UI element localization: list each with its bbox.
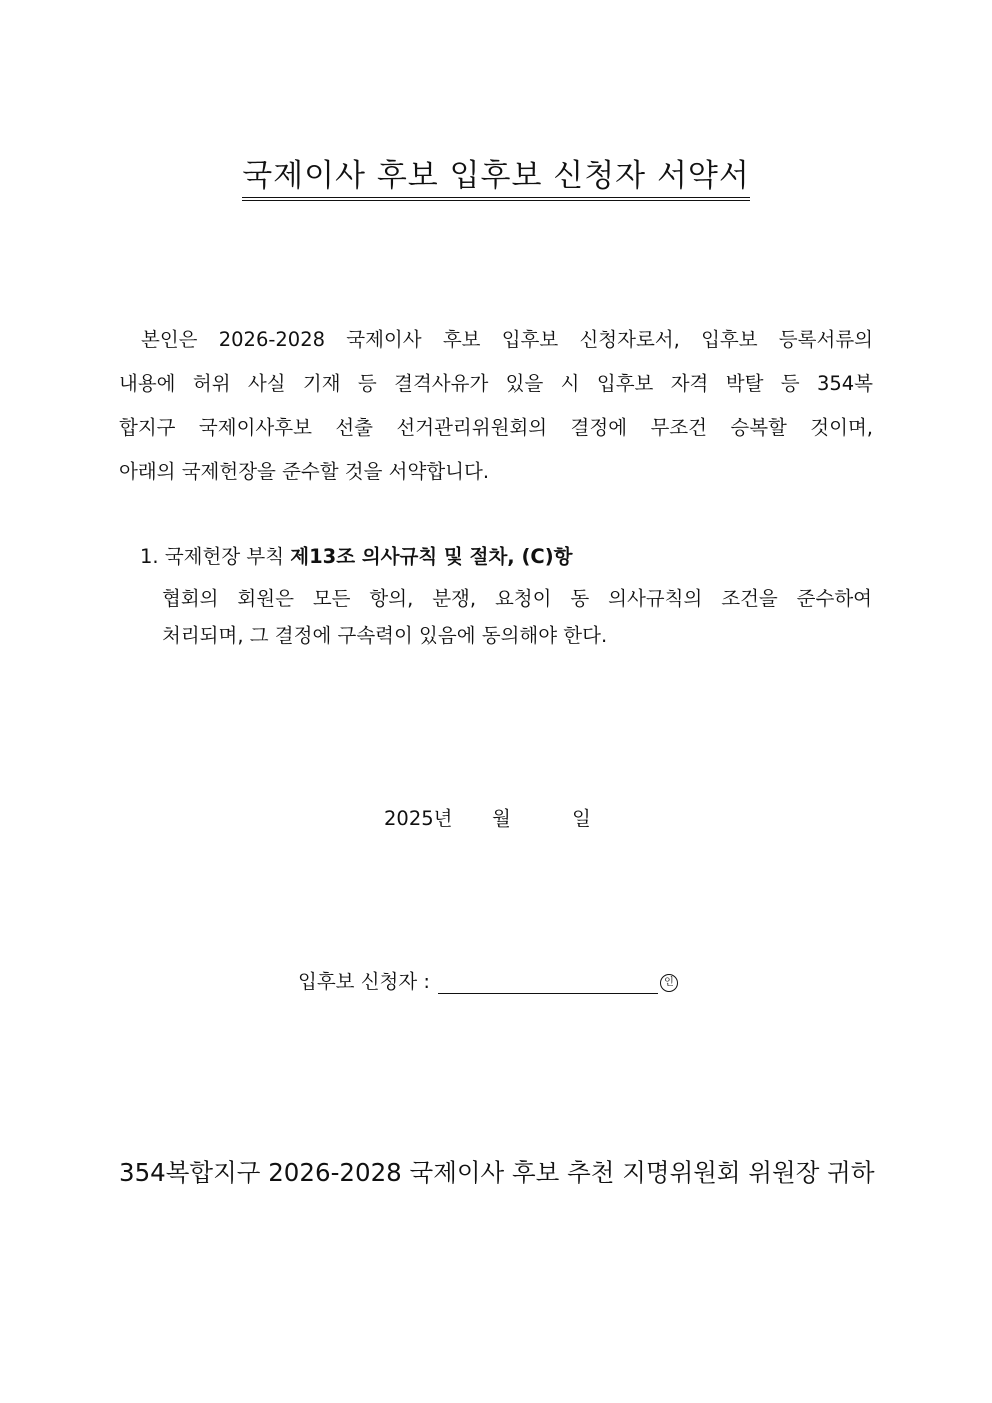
date-line <box>384 803 591 831</box>
signature-line <box>298 966 678 994</box>
date-day: 일 <box>572 807 591 830</box>
pledge-paragraph <box>119 318 873 494</box>
date-year: 2025년 <box>384 807 453 830</box>
article-heading <box>140 540 880 574</box>
addressee: 354복합지구 2026-2028 국제이사 후보 추천 지명위원회 위원장 귀하 <box>119 1158 875 1187</box>
article-heading-prefix: 국제헌장 부칙 <box>164 545 285 568</box>
seal-icon: 인 <box>660 974 678 992</box>
date-month: 월 <box>492 807 511 830</box>
article-number: 1. <box>140 545 159 568</box>
article-heading-bold: 제13조 의사규칙 및 절차, (C)항 <box>290 545 573 568</box>
pledge-line: 아래의 국제헌장을 준수할 것을 서약합니다. <box>119 460 490 483</box>
article-text-line: 처리되며, 그 결정에 구속력이 있음에 동의해야 한다. <box>162 624 608 647</box>
page-title-text: 국제이사 후보 입후보 신청자 서약서 <box>242 150 750 201</box>
pledge-line: 내용에 허위 사실 기재 등 결격사유가 있을 시 입후보 자격 박탈 등 354복 <box>119 372 873 395</box>
signature-label: 입후보 신청자 : <box>298 970 430 993</box>
pledge-line: 본인은 2026-2028 국제이사 후보 입후보 신청자로서, 입후보 등록서류의 <box>141 328 873 351</box>
page-title <box>0 150 992 201</box>
signature-blank[interactable] <box>438 971 658 994</box>
article-text-line: 협회의 회원은 모든 항의, 분쟁, 요청이 동 의사규칙의 조건을 준수하여 <box>162 587 872 610</box>
pledge-line: 합지구 국제이사후보 선출 선거관리위원회의 결정에 무조건 승복할 것이며, <box>119 416 873 439</box>
charter-article <box>140 540 880 654</box>
article-text <box>162 580 872 654</box>
